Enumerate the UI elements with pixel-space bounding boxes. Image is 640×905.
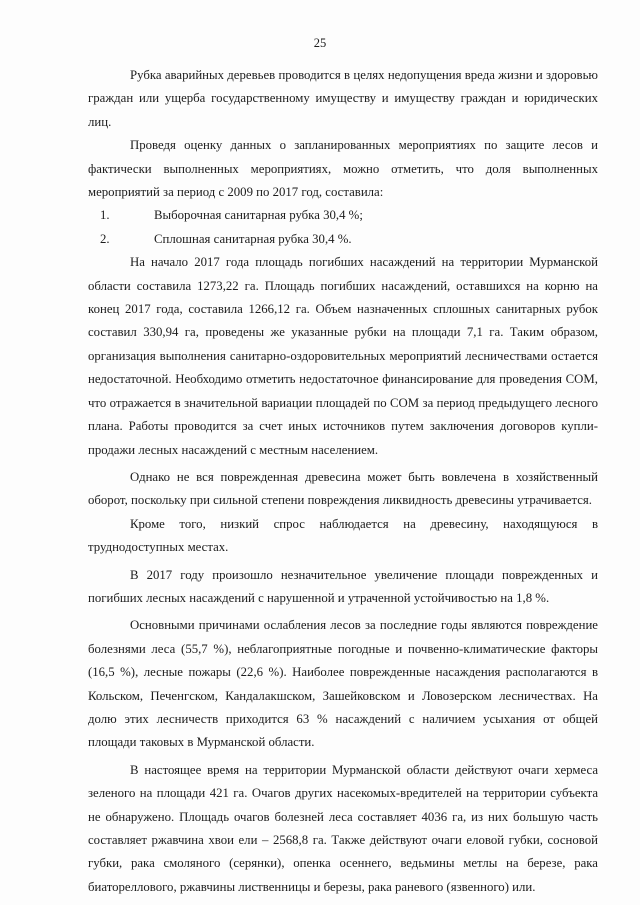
list-item-selective-felling: 1. Выборочная санитарная рубка 30,4 %; [100, 208, 363, 223]
list-item-clear-felling: 2. Сплошная санитарная рубка 30,4 %. [100, 231, 352, 246]
paragraph-assessment-intro: Проведя оценку данных о запланированных мероприятиях по защите лесов и фактически выполненных мероприятиях, можно отметить, что доля выполненных мероприятий за период с 2009 по 2017 год, составила: [88, 138, 598, 200]
paragraph-dead-stands-area: На начало 2017 года площадь погибших насаждений на территории Мурманской области составила 1273,22 га. Площадь погибших насаждений, оставшихся на корню на конец 2017 года, составила 1266,12 га. Объем назначенных сплошных санитарных рубок составил 330,94 га, проведены же указанные рубки на площади 7,1 га. Таким образом, организация выполнения санитарно-оздоровительных мероприятий лесничествами остается недостаточной. Необходимо отметить недостаточное финансирование для проведения СОМ, что отражается в значительной вариации площадей по СОМ за период предыдущего лесного плана. Работы проводится за счет иных источников путем заключения договоров купли-продажи лесных насаждений с местным населением. [88, 255, 598, 457]
paragraph-2017-increase: В 2017 году произошло незначительное увеличение площади поврежденных и погибших лесных насаждений с нарушенной и утраченной устойчивостью на 1,8 %. [88, 567, 598, 605]
document-body [88, 64, 598, 899]
paragraph-emergency-felling: Рубка аварийных деревьев проводится в целях недопущения вреда жизни и здоровью граждан или ущерба государственному имуществу и имуществу граждан и юридических лиц. [88, 68, 598, 129]
paragraph-damaged-wood: Однако не вся поврежденная древесина может быть вовлечена в хозяйственный оборот, поскольку при сильной степени повреждения ликвидность древесины утрачивается. [88, 469, 598, 508]
paragraph-low-demand: Кроме того, низкий спрос наблюдается на древесину, находящуюся в труднодоступных местах. [88, 516, 598, 555]
page-number: 25 [313, 36, 327, 50]
paragraph-pest-outbreaks: В настоящее время на территории Мурманской области действуют очаги хермеса зеленого на площади 421 га. Очагов других насекомых-вредителей на территории субъекта не обнаружено. Площадь очагов болезней леса составляет 4036 га, из них большую часть составляет ржавчина хвои ели – 2568,8 га. Также действуют очаги еловой губки, сосновой губки, рака смоляного (серянки), опенка осеннего, ведьмины метлы на березе, рака биатореллового, ржавчины лиственницы и березы, рака раневого (язвенного) или. [88, 762, 598, 894]
paragraph-weakening-causes: Основными причинами ослабления лесов за последние годы являются повреждение болезнями леса (55,7 %), неблагоприятные погодные и почвенно-климатические факторы (16,5 %), лесные пожары (22,6 %). Наиболее поврежденные насаждения располагаются в Кольском, Печенгском, Кандалакшском, Зашейковском и Ловозерском лесничествах. На долю этих лесничеств приходится 63 % насаждений с наличием усыхания от общей площади таковых в Мурманской области. [88, 618, 598, 750]
